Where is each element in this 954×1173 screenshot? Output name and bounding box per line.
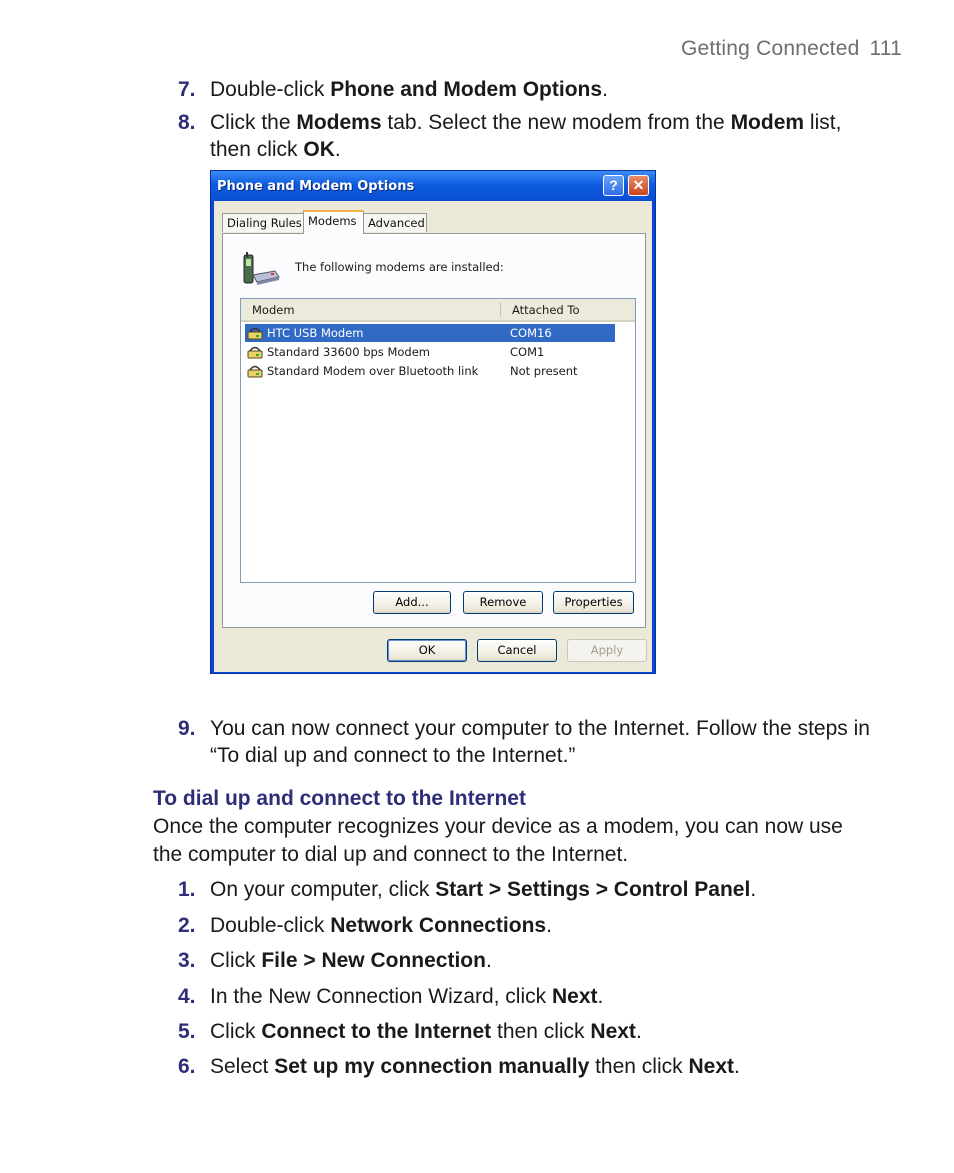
emphasis-text: OK <box>303 138 335 161</box>
step-text <box>210 947 878 974</box>
cancel-button[interactable]: Cancel <box>477 639 557 662</box>
emphasis-text: Phone and Modem Options <box>330 78 603 101</box>
step-text <box>210 109 878 163</box>
modem-icon <box>247 325 263 341</box>
close-button[interactable]: ✕ <box>628 175 649 196</box>
emphasis-text: Network Connections <box>330 914 547 937</box>
plain-text: . <box>750 878 757 901</box>
step-number: 6. <box>178 1055 196 1078</box>
plain-text: . <box>597 985 604 1008</box>
plain-text: . <box>734 1055 740 1078</box>
modems-panel <box>222 233 646 628</box>
step-number: 9. <box>178 717 196 740</box>
emphasis-text: Set up my connection manually <box>274 1055 590 1078</box>
step-2 <box>178 912 878 939</box>
step-text <box>210 983 878 1010</box>
ok-button[interactable]: OK <box>387 639 467 662</box>
step-8 <box>178 109 878 163</box>
plain-text: tab. Select the new modem from the <box>381 111 731 134</box>
plain-text: Click <box>210 1020 262 1043</box>
emphasis-text: Connect to the Internet <box>261 1020 492 1043</box>
dialog-title: Phone and Modem Options <box>217 179 415 194</box>
page-header <box>681 37 902 61</box>
section-intro: Once the computer recognizes your device as a modem, you can now use the computer to dial up and connect to the Internet. <box>153 815 843 866</box>
modem-attached: COM16 <box>510 326 552 340</box>
step-1 <box>178 876 878 903</box>
modem-name: HTC USB Modem <box>267 326 364 340</box>
step-text <box>210 876 878 903</box>
emphasis-text: Start > Settings > Control Panel <box>435 878 751 901</box>
list-item[interactable] <box>245 343 615 361</box>
step-3 <box>178 947 878 974</box>
list-item[interactable] <box>245 362 615 380</box>
modem-name: Standard 33600 bps Modem <box>267 345 430 359</box>
apply-button[interactable]: Apply <box>567 639 647 662</box>
plain-text: then click <box>589 1055 689 1078</box>
step-number: 2. <box>178 914 196 937</box>
plain-text: . <box>546 914 552 937</box>
step-text <box>210 912 878 939</box>
header-section: Getting Connected <box>680 37 860 60</box>
emphasis-text: Next <box>688 1055 735 1078</box>
step-4 <box>178 983 878 1010</box>
help-button[interactable]: ? <box>603 175 624 196</box>
remove-button[interactable]: Remove <box>463 591 543 614</box>
column-separator[interactable] <box>500 302 501 317</box>
plain-text: . <box>485 949 492 972</box>
modem-list[interactable] <box>240 298 636 583</box>
step-number: 1. <box>178 878 196 901</box>
installed-label: The following modems are installed: <box>295 260 504 274</box>
step-number: 7. <box>178 78 196 101</box>
plain-text: Double-click <box>210 914 331 937</box>
modem-name: Standard Modem over Bluetooth link <box>267 364 479 378</box>
modem-icon <box>247 363 263 379</box>
step-text: You can now connect your computer to the Internet. Follow the steps in “To dial up and connect to the Internet.” <box>210 717 870 767</box>
dialog-titlebar[interactable] <box>211 171 655 201</box>
emphasis-text: Modem <box>730 111 805 134</box>
phone-modem-icon <box>241 251 281 287</box>
section-title: To dial up and connect to the Internet <box>153 787 526 810</box>
list-header <box>241 299 635 322</box>
plain-text: Click <box>210 949 262 972</box>
plain-text: list, then click <box>210 111 842 161</box>
emphasis-text: File > New Connection <box>261 949 486 972</box>
list-item[interactable] <box>245 324 615 342</box>
tab-advanced[interactable]: Advanced <box>363 213 427 232</box>
step-text <box>210 1018 878 1045</box>
emphasis-text: Next <box>551 985 598 1008</box>
column-attached-to[interactable]: Attached To <box>512 303 580 317</box>
tab-modems[interactable]: Modems <box>303 210 364 234</box>
step-6 <box>178 1053 878 1080</box>
plain-text: . <box>334 138 341 161</box>
modem-icon <box>247 344 263 360</box>
plain-text: On your computer, click <box>210 878 436 901</box>
properties-button[interactable]: Properties <box>553 591 634 614</box>
step-7 <box>178 76 878 103</box>
modem-attached: Not present <box>510 364 578 378</box>
dialog-client <box>214 201 652 672</box>
step-text <box>210 1053 878 1080</box>
phone-modem-dialog <box>210 170 656 674</box>
step-number: 8. <box>178 111 196 134</box>
emphasis-text: Modems <box>296 111 382 134</box>
plain-text: Select <box>210 1055 275 1078</box>
plain-text: Double-click <box>210 78 331 101</box>
plain-text: Click the <box>210 111 297 134</box>
plain-text: then click <box>491 1020 591 1043</box>
plain-text: In the New Connection Wizard, click <box>210 985 552 1008</box>
step-number: 5. <box>178 1020 196 1043</box>
step-text <box>210 76 878 103</box>
plain-text: . <box>635 1020 642 1043</box>
step-number: 4. <box>178 985 196 1008</box>
emphasis-text: Next <box>590 1020 636 1043</box>
tab-dialing-rules[interactable]: Dialing Rules <box>222 213 304 232</box>
modem-attached: COM1 <box>510 345 545 359</box>
step-number: 3. <box>178 949 196 972</box>
step-5 <box>178 1018 878 1045</box>
column-modem[interactable]: Modem <box>252 303 295 317</box>
add-button[interactable]: Add... <box>373 591 451 614</box>
step-9 <box>178 715 878 769</box>
plain-text: . <box>602 78 608 101</box>
page-number: 111 <box>869 37 902 60</box>
